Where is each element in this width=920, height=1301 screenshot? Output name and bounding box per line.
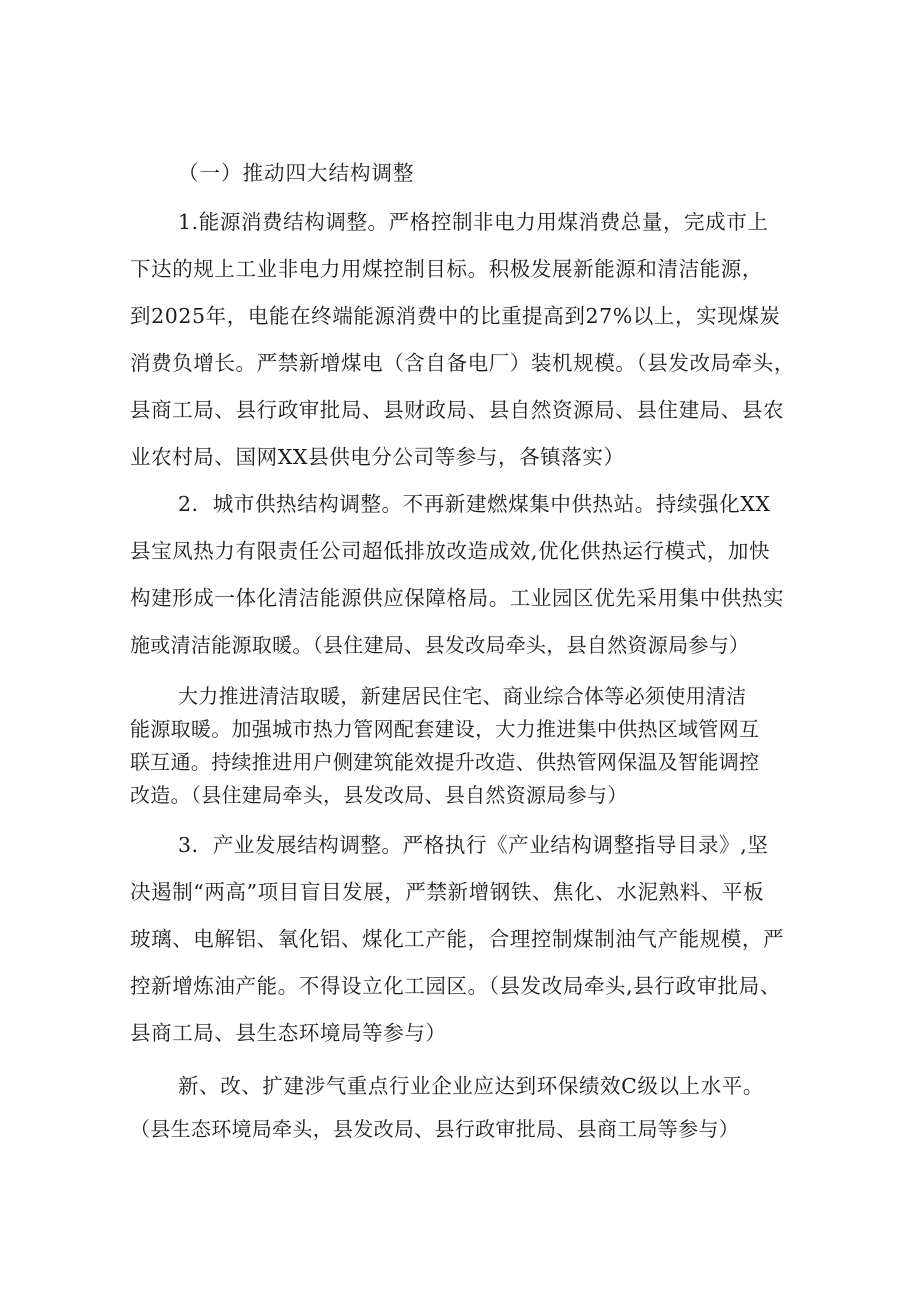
- paragraph-line: 下达的规上工业非电力用煤控制目标。积极发展新能源和清洁能源，: [130, 257, 763, 281]
- paragraph-line: 业农村局、国网XX县供电分公司等参与，各镇落实）: [130, 445, 625, 469]
- paragraph-line: 到2025年，电能在终端能源消费中的比重提高到27%以上，实现煤炭: [130, 304, 781, 328]
- paragraph-line: 联互通。持续推进用户侧建筑能效提升改造、供热管网保温及智能调控: [130, 750, 760, 774]
- paragraph-line: 县宝凤热力有限责任公司超低排放改造成效,优化供热运行模式，加快: [130, 539, 771, 563]
- paragraph-line: 决遏制“两高”项目盲目发展，严禁新增钢铁、焦化、水泥熟料、平板: [130, 880, 765, 904]
- paragraph-line: （县生态环境局牵头，县发改局、县行政审批局、县商工局等参与）: [130, 1117, 739, 1141]
- paragraph-line: 3．产业发展结构调整。严格执行《产业结构调整指导目录》,坚: [178, 833, 769, 857]
- paragraph-line: 县商工局、县行政审批局、县财政局、县自然资源局、县住建局、县农: [130, 398, 785, 422]
- paragraph-line: 2．城市供热结构调整。不再新建燃煤集中供热站。持续强化XX: [178, 492, 771, 516]
- paragraph-line: 1.能源消费结构调整。严格控制非电力用煤消费总量，完成市上: [178, 210, 769, 234]
- section-heading: （一）推动四大结构调整: [178, 161, 415, 185]
- paragraph-line: 新、改、扩建涉气重点行业企业应达到环保绩效C级以上水平。: [178, 1074, 764, 1098]
- paragraph-line: 大力推进清洁取暖，新建居民住宅、商业综合体等必须使用清洁: [178, 684, 747, 708]
- paragraph-line: 县商工局、县生态环境局等参与）: [130, 1021, 447, 1045]
- paragraph-line: 玻璃、电解铝、氧化铝、煤化工产能，合理控制煤制油气产能规模，严: [130, 927, 785, 951]
- paragraph-line: 施或清洁能源取暖。（县住建局、县发改局牵头，县自然资源局参与）: [130, 633, 750, 657]
- paragraph-line: 能源取暖。加强城市热力管网配套建设，大力推进集中供热区域管网互: [130, 717, 760, 741]
- paragraph-line: 改造。（县住建局牵头，县发改局、县自然资源局参与）: [130, 783, 628, 807]
- paragraph-line: 控新增炼油产能。不得设立化工园区。（县发改局牵头,县行政审批局、: [130, 974, 781, 998]
- paragraph-line: 消费负增长。严禁新增煤电（含自备电厂）装机规模。（县发改局牵头，: [130, 351, 795, 375]
- paragraph-line: 构建形成一体化清洁能源供应保障格局。工业园区优先采用集中供热实: [130, 586, 785, 610]
